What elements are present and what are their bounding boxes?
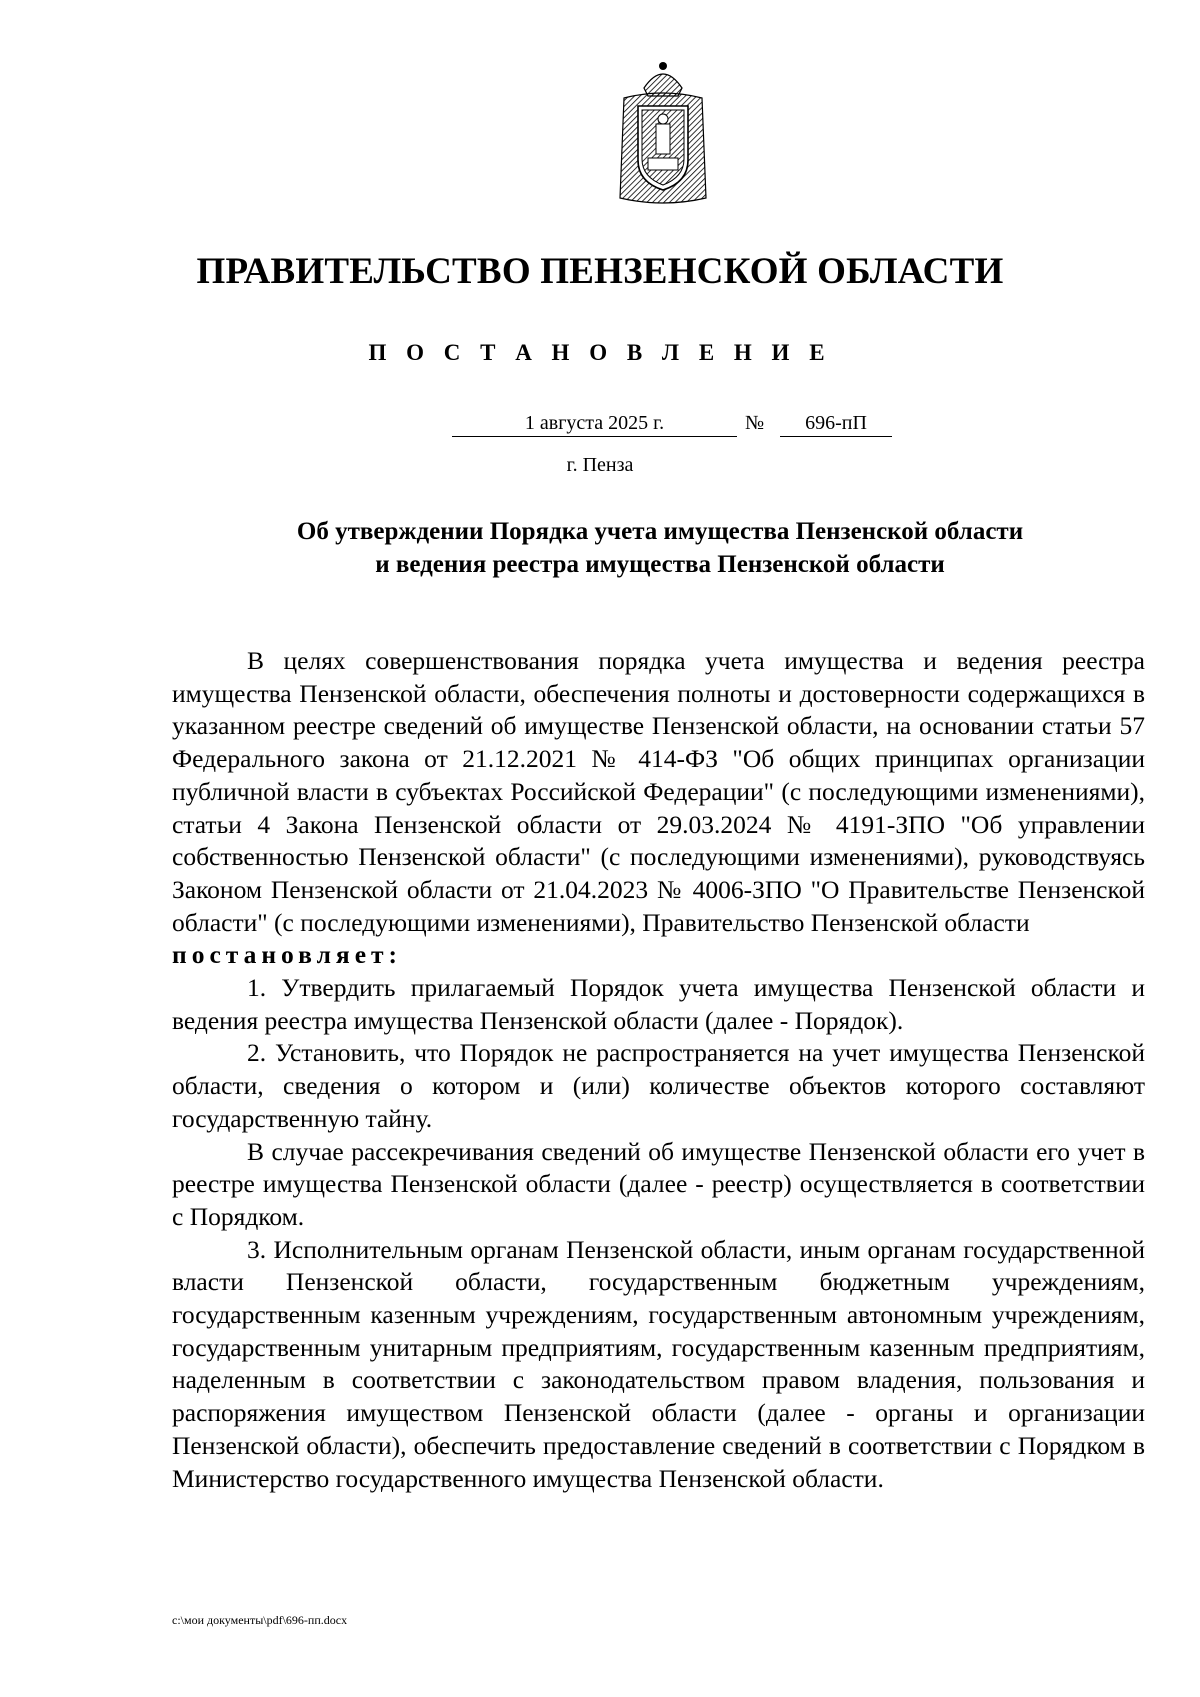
intro-text: В целях совершенствования порядка учета имущества и ведения реестра имущества Пензенской области, обеспечения полноты и достоверности содержащихся в указанном реестре сведений об имуществе Пензенской области, на основании статьи 57 Федерального закона от 21.12.2021 № 414-ФЗ "Об общих принципах организации публичной власти в субъектах Российской Федерации" (с последующими изменениями), статьи 4 Закона Пензенской области от 29.03.2024 № 4191-ЗПО "Об управлении собственностью Пензенской области" (с последующими изменениями), руководствуясь Законом Пензенской области от 21.04.2023 № 4006-ЗПО "О Правительстве Пензенской области" (с последующими изменениями), Правительство Пензенской области: [172, 646, 1145, 937]
paragraph-2: 2. Установить, что Порядок не распространяется на учет имущества Пензенской области, сведения о котором и (или) количестве объектов которого составляют государственную тайну.: [172, 1038, 1145, 1133]
paragraph-2b: В случае рассекречивания сведений об имуществе Пензенской области его учет в реестре имущества Пензенской области (далее - реестр) осуществляется в соответствии с Порядком.: [172, 1136, 1145, 1231]
number-sign: №: [745, 412, 765, 434]
document-body: [172, 645, 1145, 1495]
subject-line-1: Об утверждении Порядка учета имущества Пензенской области: [296, 518, 1024, 545]
city: г. Пенза: [566, 454, 634, 476]
paragraph-3: 3. Исполнительным органам Пензенской области, иным органам государственной власти Пензенской области, государственным бюджетным учреждениям, государственным казенным учреждениям, государственным автономным учреждениям, государственным унитарным предприятиям, государственным казенным предприятиям, наделенным в соответствии с законодательством правом владения, пользования и распоряжения имуществом Пензенской области (далее - органы и организации Пензенской области), обеспечить предоставление сведений в соответствии с Порядком в Министерство государственного имущества Пензенской области.: [172, 1234, 1145, 1493]
paragraph-1: 1. Утвердить прилагаемый Порядок учета имущества Пензенской области и ведения реестра имущества Пензенской области (далее - Порядок).: [172, 973, 1145, 1035]
document-type: П О С Т А Н О В Л Е Н И Е: [368, 340, 832, 365]
file-path-footer: c:\мои документы\pdf\696-пп.docx: [172, 1613, 348, 1627]
organization-title: ПРАВИТЕЛЬСТВО ПЕНЗЕНСКОЙ ОБЛАСТИ: [196, 251, 1004, 292]
subject-line-2: и ведения реестра имущества Пензенской области: [375, 551, 945, 578]
document-date: 1 августа 2025 г.: [452, 410, 737, 437]
decree-word: постановляет:: [172, 940, 403, 970]
coat-of-arms-emblem: [604, 58, 722, 208]
document-number: 696-пП: [780, 410, 892, 437]
document-subject: [160, 515, 1160, 581]
intro-paragraph: [172, 645, 1145, 939]
